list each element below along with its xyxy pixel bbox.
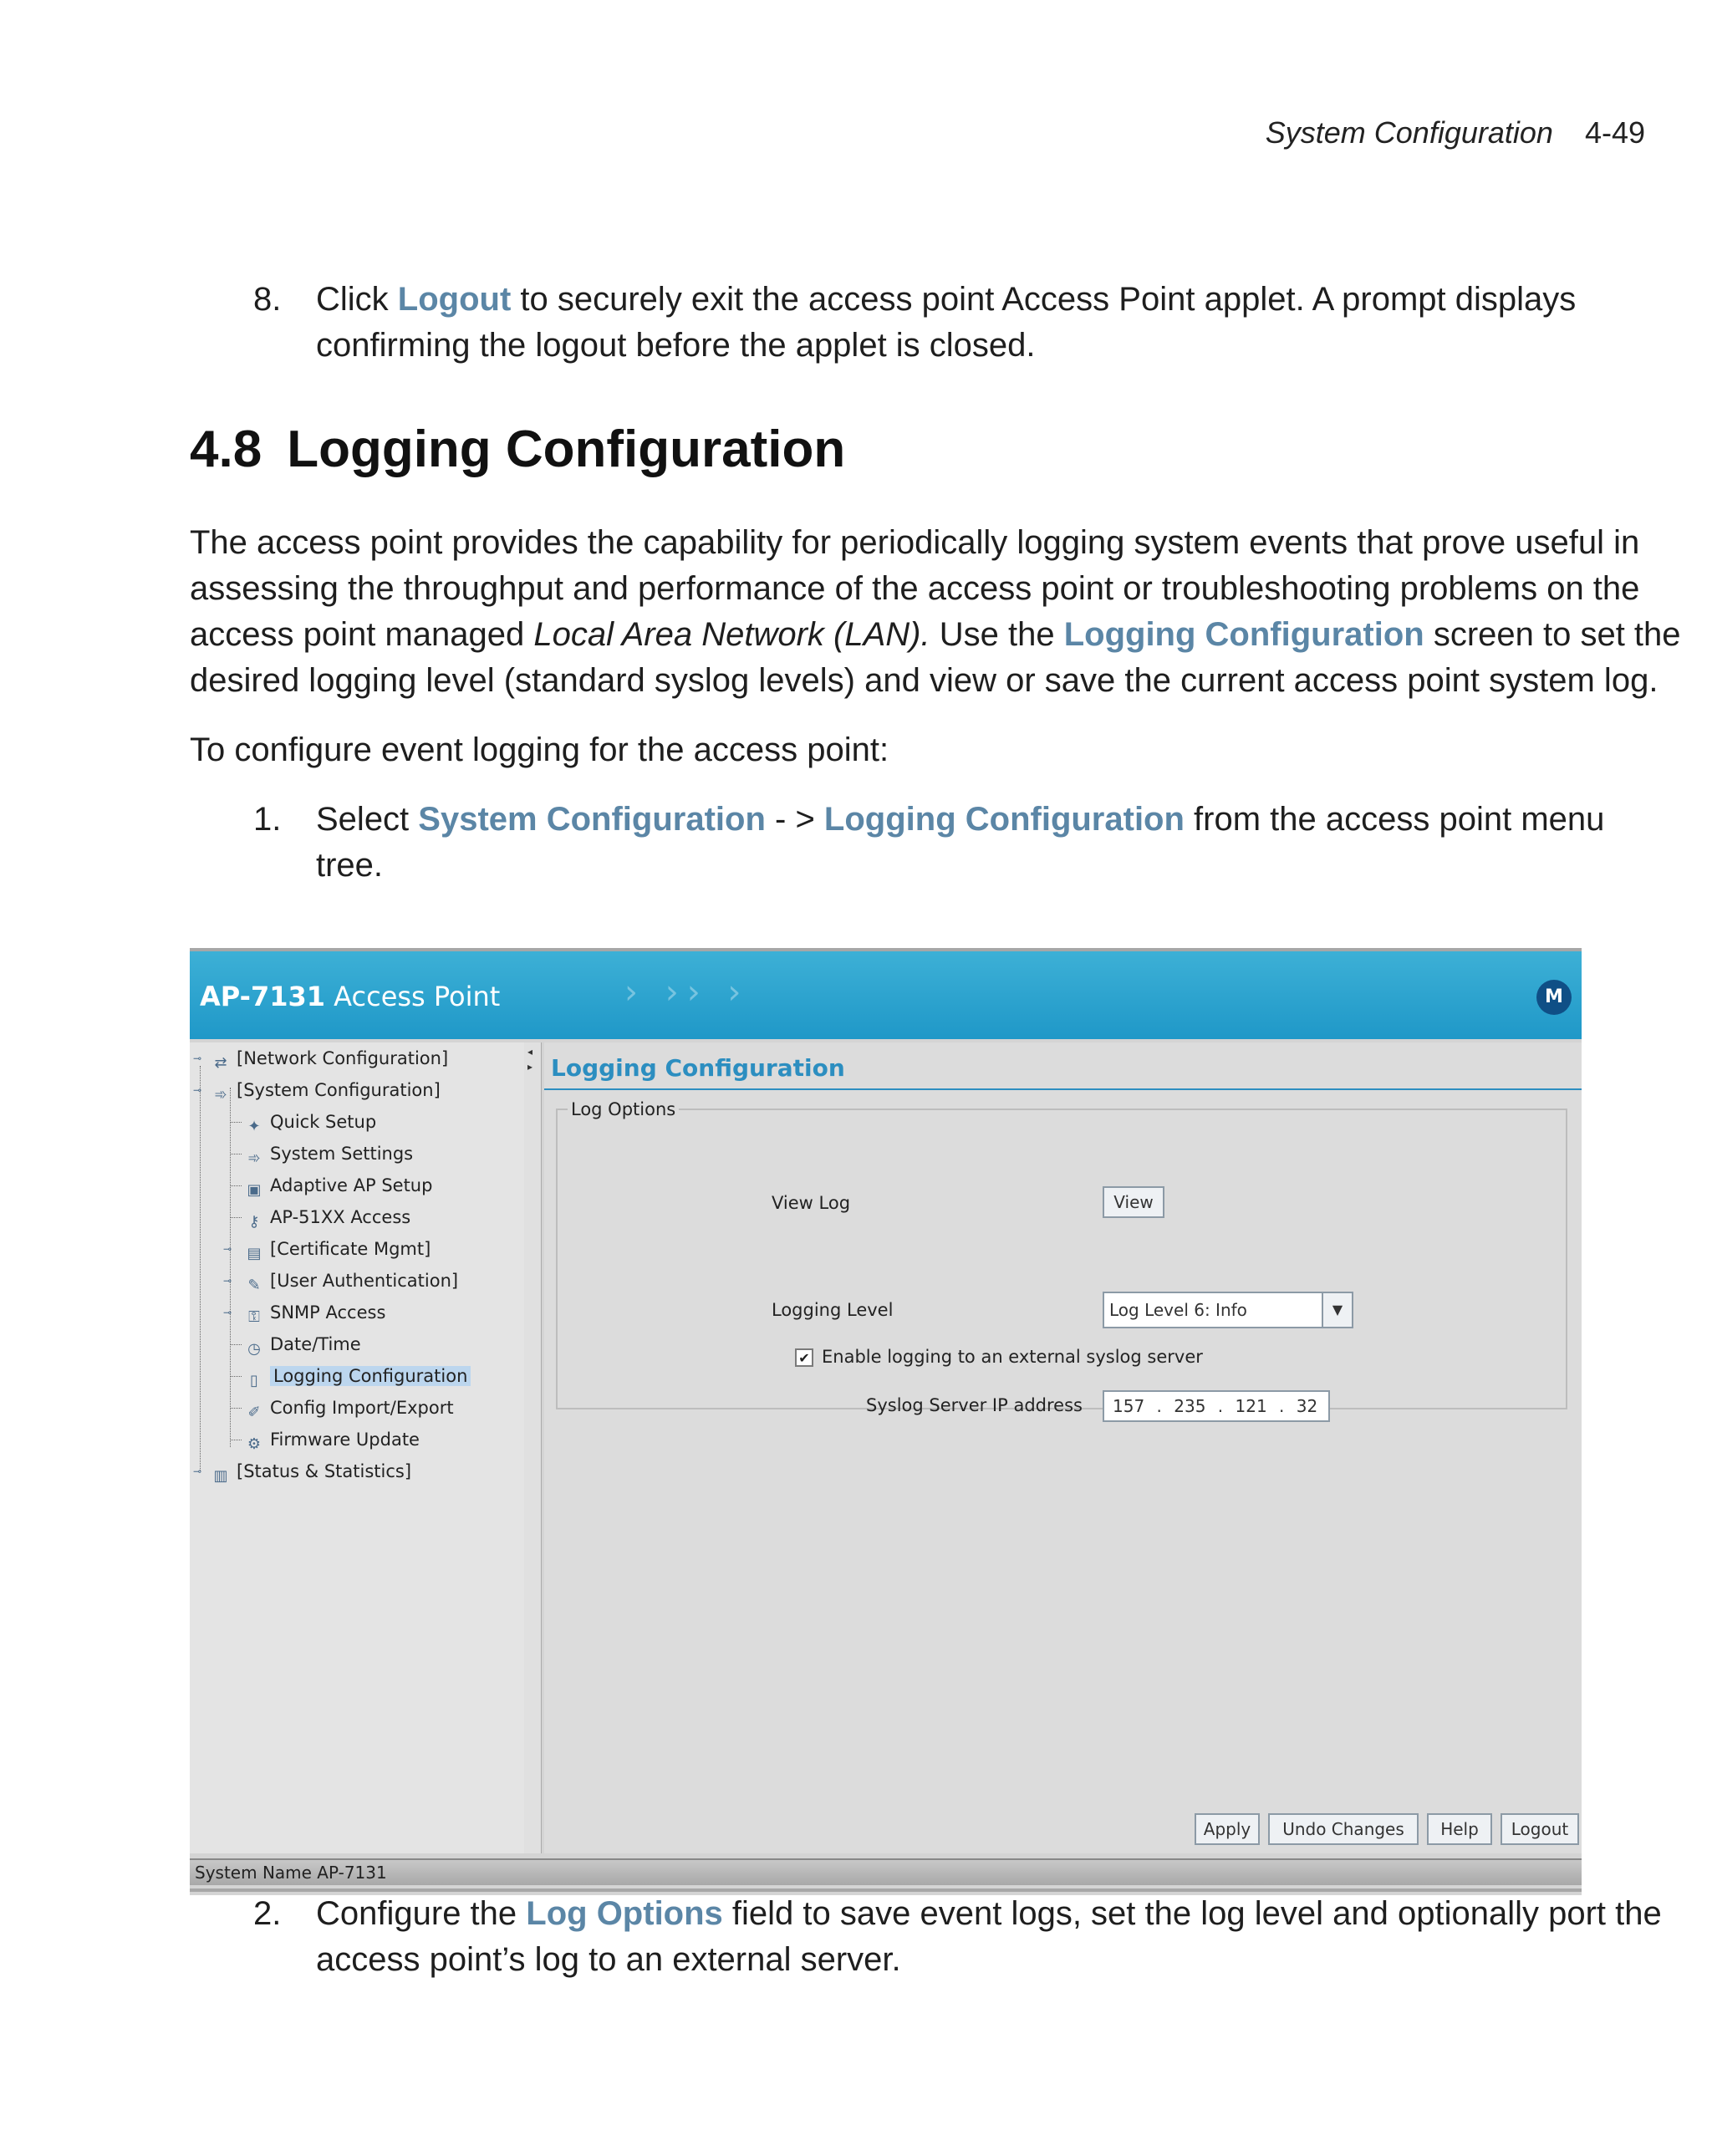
tree-item-date-time[interactable]: ◷ Date/Time — [243, 1333, 361, 1357]
panel-splitter[interactable] — [524, 1042, 542, 1853]
tree-line — [230, 1185, 242, 1186]
user-auth-icon: ✎ — [247, 1277, 261, 1294]
logging-level-value: Log Level 6: Info — [1109, 1300, 1247, 1320]
step-8-text — [316, 277, 1576, 369]
tree-line — [200, 1066, 201, 1470]
tree-item-snmp-access[interactable]: ⚿ SNMP Access — [243, 1302, 385, 1325]
expand-icon[interactable]: ⊸ — [193, 1053, 202, 1064]
log-icon: ▯ — [250, 1372, 258, 1389]
applet-title — [200, 981, 500, 1012]
step-1-text — [316, 797, 1604, 889]
tree-line — [230, 1217, 242, 1218]
section-title: Logging Configuration — [287, 420, 846, 478]
lan-term: Local Area Network (LAN). — [533, 616, 930, 653]
tree-item-ap-51xx-access[interactable]: ⚷ AP-51XX Access — [243, 1206, 410, 1230]
expand-icon[interactable]: ⊸ — [193, 1084, 202, 1096]
system-settings-icon: ➾ — [247, 1149, 261, 1167]
status-bar: System Name AP-7131 — [190, 1858, 1582, 1885]
expand-icon[interactable]: ⊸ — [193, 1465, 202, 1477]
dropdown-arrow-icon[interactable]: ▼ — [1322, 1293, 1352, 1327]
motorola-logo-icon: M — [1536, 980, 1572, 1015]
logging-config-term-2: Logging Configuration — [823, 801, 1185, 838]
step-2-text — [316, 1891, 1662, 1983]
snmp-icon: ⚿ — [248, 1308, 260, 1326]
tree-item-firmware-update[interactable]: ⚙ Firmware Update — [243, 1429, 420, 1452]
tree-line — [230, 1088, 231, 1447]
step-8-pre: Click — [316, 281, 398, 318]
expand-right-icon[interactable]: ▸ — [527, 1061, 533, 1073]
tree-line — [230, 1344, 242, 1345]
clock-icon: ◷ — [247, 1340, 261, 1358]
intro-line-4: desired logging level (standard syslog levels) and view or save the current access point system log. — [190, 662, 1658, 699]
header-section: System Configuration — [1265, 115, 1553, 150]
step-2-number: 2. — [253, 1895, 282, 1932]
enable-syslog-checkbox[interactable]: ✔ — [795, 1348, 813, 1367]
intro-paragraph — [190, 520, 1681, 704]
tree-item-network-configuration[interactable]: ⇄ [Network Configuration] — [210, 1047, 448, 1071]
step-1-pre: Select — [316, 801, 419, 838]
applet-title-model: AP-7131 — [200, 981, 325, 1012]
tree-item-system-settings[interactable]: ➾ System Settings — [243, 1143, 413, 1166]
tree-item-logging-configuration[interactable]: ▯ Logging Configuration — [243, 1365, 471, 1389]
logout-term: Logout — [397, 281, 512, 318]
adaptive-ap-icon: ▣ — [247, 1181, 262, 1199]
expand-icon[interactable]: ⊸ — [223, 1275, 232, 1287]
collapse-left-icon[interactable]: ◂ — [527, 1046, 533, 1058]
applet-screenshot — [190, 948, 1582, 1895]
step-1-post: from the access point menu — [1184, 801, 1605, 838]
apply-button[interactable]: Apply — [1195, 1813, 1260, 1845]
step-2-line2: access point’s log to an external server. — [316, 1941, 901, 1978]
tree-item-adaptive-ap-setup[interactable]: ▣ Adaptive AP Setup — [243, 1175, 432, 1198]
network-icon: ⇄ — [214, 1054, 227, 1072]
panel-title: Logging Configuration — [551, 1054, 845, 1082]
intro-line-3a: access point managed — [190, 616, 534, 653]
firmware-icon: ⚙ — [247, 1435, 262, 1453]
log-options-legend: Log Options — [568, 1099, 679, 1119]
view-button[interactable]: View — [1103, 1186, 1164, 1218]
applet-header-bar — [190, 951, 1582, 1039]
tree-line — [230, 1408, 242, 1409]
certificate-icon: ▤ — [247, 1245, 262, 1262]
help-button[interactable]: Help — [1427, 1813, 1492, 1845]
intro-line-3c: Use the — [930, 616, 1064, 653]
page-number: 4-49 — [1584, 115, 1645, 150]
enable-syslog-label: Enable logging to an external syslog server — [822, 1347, 1203, 1367]
logging-level-select[interactable] — [1103, 1292, 1353, 1328]
quick-setup-icon: ✦ — [247, 1118, 261, 1135]
title-divider — [544, 1088, 1582, 1090]
configure-intro: To configure event logging for the access point: — [190, 731, 889, 768]
applet-title-rest: Access Point — [325, 981, 501, 1012]
tree-item-system-configuration[interactable]: ➾ [System Configuration] — [210, 1079, 441, 1103]
view-log-label: View Log — [772, 1193, 851, 1213]
decorative-arrows-icon: › ›› › — [624, 973, 750, 1012]
tree-item-user-authentication[interactable]: ✎ [User Authentication] — [243, 1270, 458, 1293]
import-export-icon: ✐ — [247, 1404, 261, 1421]
statistics-icon: ▥ — [213, 1467, 228, 1485]
tree-item-status-statistics[interactable]: ▥ [Status & Statistics] — [210, 1460, 411, 1484]
logging-level-label: Logging Level — [772, 1300, 894, 1320]
step-2-post: field to save event logs, set the log level and optionally port the — [722, 1895, 1662, 1932]
expand-icon[interactable]: ⊸ — [223, 1307, 232, 1318]
expand-icon[interactable]: ⊸ — [223, 1243, 232, 1255]
intro-line-2: assessing the throughput and performance of the access point or troubleshooting problems on the — [190, 570, 1640, 607]
tree-item-config-import-export[interactable]: ✐ Config Import/Export — [243, 1397, 454, 1420]
tree-item-certificate-mgmt[interactable]: ▤ [Certificate Mgmt] — [243, 1238, 431, 1261]
step-1-number: 1. — [253, 801, 282, 838]
syslog-ip-label: Syslog Server IP address — [866, 1395, 1083, 1415]
ap-access-icon: ⚷ — [248, 1213, 260, 1231]
intro-line-1: The access point provides the capability for periodically logging system events that prove useful in — [190, 524, 1640, 561]
running-header — [1266, 115, 1645, 150]
syslog-ip-input[interactable]: 157 . 235 . 121 . 32 — [1103, 1390, 1330, 1422]
tree-line — [230, 1122, 242, 1123]
main-panel — [544, 1042, 1582, 1853]
logout-button[interactable]: Logout — [1501, 1813, 1579, 1845]
undo-changes-button[interactable]: Undo Changes — [1268, 1813, 1419, 1845]
step-8-line2: confirming the logout before the applet is closed. — [316, 327, 1036, 364]
tree-line — [230, 1376, 242, 1377]
system-arrows-icon: ➾ — [214, 1086, 227, 1103]
section-number: 4.8 — [190, 420, 262, 478]
step-8-number: 8. — [253, 281, 282, 318]
tree-item-quick-setup[interactable]: ✦ Quick Setup — [243, 1111, 376, 1134]
logging-config-term: Logging Configuration — [1063, 616, 1424, 653]
system-config-term: System Configuration — [418, 801, 766, 838]
step-2-pre: Configure the — [316, 1895, 527, 1932]
section-heading — [190, 420, 845, 479]
step-1-line2: tree. — [316, 847, 384, 884]
menu-tree — [190, 1042, 526, 1853]
log-options-term: Log Options — [526, 1895, 723, 1932]
step-8-post: to securely exit the access point Access Point applet. A prompt displays — [511, 281, 1577, 318]
intro-line-3e: screen to set the — [1424, 616, 1681, 653]
step-1-arrow: - > — [765, 801, 824, 838]
